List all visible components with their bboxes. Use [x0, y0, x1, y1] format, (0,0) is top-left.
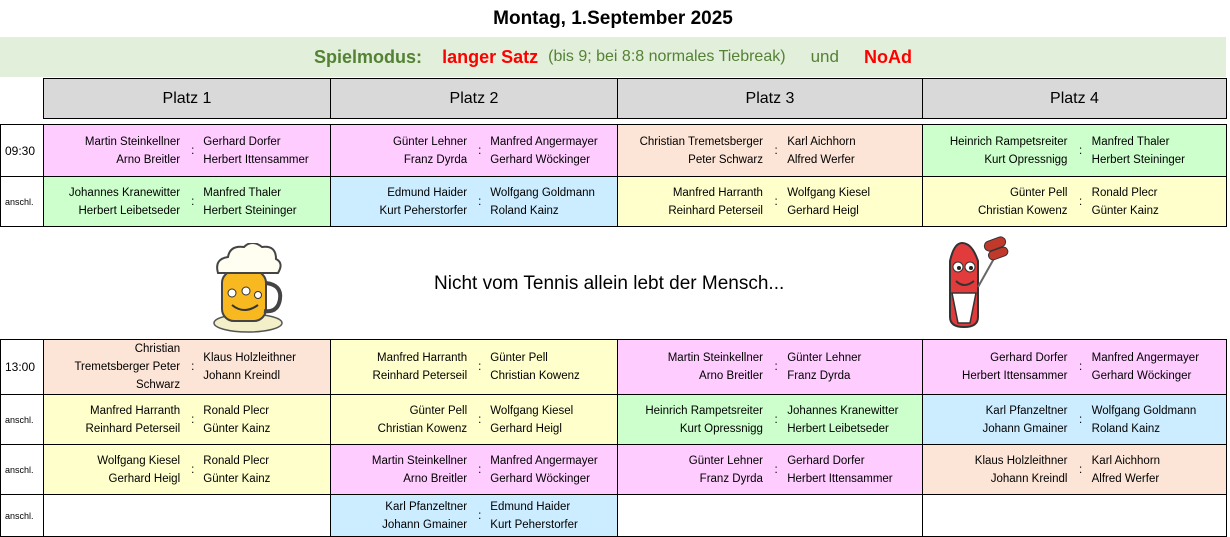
team-b: [488, 349, 617, 385]
player-name: Heinrich Rampetsreiter: [645, 404, 763, 417]
player-name: Ronald Plecr: [203, 454, 270, 467]
match-cell: [618, 445, 923, 495]
player-name: Johann Kreindl: [990, 472, 1068, 485]
match-cell: [618, 177, 923, 227]
player-name: Günter Pell: [409, 404, 468, 417]
player-name: Manfred Angermayer: [1091, 352, 1200, 364]
player-name: Kurt Peherstorfer: [490, 518, 578, 531]
game-mode-banner: [0, 37, 1226, 77]
time-slot-label: anschl.: [1, 445, 44, 495]
team-a: [331, 349, 471, 385]
player-name: Christian Tremetsberger: [639, 135, 763, 148]
team-b: [785, 402, 922, 438]
time-slot-label: 09:30: [1, 125, 44, 177]
team-b: [1090, 402, 1226, 438]
player-name: Manfred Harranth: [90, 404, 181, 417]
player-name: Kurt Opressnigg: [984, 153, 1068, 166]
player-name: Johann Gmainer: [382, 518, 468, 531]
player-name: Günter Lehner: [688, 454, 763, 467]
player-name: Reinhard Peterseil: [372, 370, 468, 382]
versus-separator: :: [478, 463, 482, 476]
player-name: Klaus Holzleithner: [203, 352, 296, 364]
player-name: Schwarz: [136, 379, 181, 391]
player-name: Klaus Holzleithner: [974, 454, 1068, 467]
versus-separator: :: [1078, 463, 1083, 476]
versus-separator: :: [774, 463, 778, 476]
player-name: Christian Kowenz: [490, 370, 580, 382]
team-b: [201, 133, 330, 169]
time-slot-label: 13:00: [1, 340, 44, 395]
team-a: [923, 184, 1071, 220]
team-a: [331, 402, 471, 438]
versus-separator: :: [478, 413, 482, 426]
time-slot-row: [1, 495, 1227, 537]
court-header-3: Platz 3: [618, 79, 923, 119]
team-a: [923, 402, 1071, 438]
versus-separator: :: [478, 509, 482, 522]
player-name: Manfred Harranth: [377, 352, 468, 364]
player-name: Herbert Leibetseder: [787, 422, 889, 435]
player-name: Gerhard Heigl: [490, 422, 562, 435]
match-cell: [331, 177, 618, 227]
match-cell: [923, 125, 1227, 177]
versus-separator: :: [1078, 413, 1083, 426]
team-b: [201, 184, 330, 220]
versus-separator: :: [1078, 195, 1083, 208]
player-name: Martin Steinkellner: [84, 135, 181, 148]
player-name: Arno Breitler: [116, 153, 181, 166]
player-name: Manfred Thaler: [1091, 135, 1170, 148]
player-name: Edmund Haider: [387, 186, 468, 199]
sausage-mascot-icon: [918, 235, 1014, 331]
player-name: Gerhard Heigl: [787, 204, 859, 217]
player-name: Wolfgang Goldmann: [1091, 404, 1197, 417]
player-name: Gerhard Wöckinger: [490, 153, 590, 166]
time-slot-label: anschl.: [1, 177, 44, 227]
time-slot-label: anschl.: [1, 495, 44, 537]
match-cell: [923, 177, 1227, 227]
player-name: Roland Kainz: [1091, 422, 1161, 435]
team-a: [44, 452, 184, 488]
team-b: [785, 133, 922, 169]
match-cell: [44, 395, 331, 445]
header-corner: [1, 79, 44, 119]
team-a: [618, 184, 767, 220]
team-b: [785, 452, 922, 488]
team-b: [1090, 184, 1226, 220]
team-a: [331, 498, 471, 534]
versus-separator: :: [478, 144, 482, 157]
player-name: Christian: [134, 343, 181, 355]
player-name: Johannes Kranewitter: [68, 186, 181, 199]
versus-separator: :: [478, 361, 482, 373]
time-slot-row: [1, 395, 1227, 445]
match-cell: [618, 395, 923, 445]
versus-separator: :: [1078, 361, 1083, 373]
team-b: [785, 349, 922, 385]
court-header-4: Platz 4: [923, 79, 1227, 119]
player-name: Arno Breitler: [403, 472, 468, 485]
court-header-2: Platz 2: [331, 79, 618, 119]
player-name: Ronald Plecr: [1091, 186, 1158, 199]
team-b: [488, 498, 617, 534]
match-cell: [44, 340, 331, 395]
schedule-afternoon: [0, 339, 1227, 537]
match-cell: [923, 395, 1227, 445]
player-name: Gerhard Heigl: [108, 472, 181, 485]
time-slot-row: [1, 445, 1227, 495]
match-cell: [923, 340, 1227, 395]
player-name: Manfred Angermayer: [490, 135, 598, 148]
player-name: Reinhard Peterseil: [668, 204, 763, 217]
player-name: Günter Kainz: [203, 472, 271, 485]
player-name: Gerhard Dorfer: [990, 352, 1068, 364]
team-a: [331, 452, 471, 488]
player-name: Martin Steinkellner: [667, 352, 763, 364]
player-name: Gerhard Dorfer: [203, 135, 281, 148]
player-name: Ronald Plecr: [203, 404, 270, 417]
versus-separator: :: [774, 195, 778, 208]
team-b: [488, 133, 617, 169]
player-name: Tremetsberger Peter: [74, 361, 181, 373]
versus-separator: :: [191, 195, 195, 208]
team-a: [44, 340, 184, 394]
player-name: Kurt Peherstorfer: [379, 204, 468, 217]
player-name: Franz Dyrda: [787, 370, 851, 382]
match-cell: [331, 445, 618, 495]
player-name: Manfred Thaler: [203, 186, 282, 199]
player-name: Heinrich Rampetsreiter: [949, 135, 1068, 148]
player-name: Wolfgang Goldmann: [490, 186, 595, 199]
player-name: Karl Pfanzeltner: [985, 404, 1068, 417]
time-slot-label: anschl.: [1, 395, 44, 445]
team-a: [923, 133, 1071, 169]
player-name: Alfred Werfer: [787, 153, 855, 166]
team-a: [331, 184, 471, 220]
team-a: [923, 452, 1071, 488]
title-text: Montag, 1.September 2025: [493, 7, 733, 29]
player-name: Martin Steinkellner: [371, 454, 468, 467]
player-name: Johann Kreindl: [203, 370, 281, 382]
player-name: Wolfgang Kiesel: [787, 186, 871, 199]
match-cell: [331, 340, 618, 395]
player-name: Johannes Kranewitter: [787, 404, 899, 417]
team-a: [331, 133, 471, 169]
team-b: [201, 452, 330, 488]
player-name: Karl Aichhorn: [1091, 454, 1161, 467]
player-name: Reinhard Peterseil: [85, 422, 181, 435]
mode-and: und: [810, 47, 839, 66]
player-name: Franz Dyrda: [403, 153, 468, 166]
match-cell: [923, 495, 1227, 537]
player-name: Günter Lehner: [392, 135, 468, 148]
page-title: [0, 0, 1226, 37]
versus-separator: :: [191, 463, 195, 476]
player-name: Herbert Ittensammer: [787, 472, 893, 485]
versus-separator: :: [191, 361, 195, 373]
team-a: [618, 133, 767, 169]
versus-separator: :: [191, 413, 195, 426]
player-name: Arno Breitler: [699, 370, 763, 382]
court-header-row: [1, 79, 1227, 119]
player-name: Manfred Angermayer: [490, 454, 598, 467]
player-name: Gerhard Dorfer: [787, 454, 865, 467]
team-a: [618, 452, 767, 488]
mode-set-type: langer Satz: [442, 46, 539, 67]
versus-separator: :: [191, 144, 195, 157]
team-b: [201, 349, 330, 385]
time-slot-row: [1, 177, 1227, 227]
player-name: Wolfgang Kiesel: [490, 404, 574, 417]
team-b: [1090, 452, 1226, 488]
player-name: Gerhard Wöckinger: [1091, 370, 1192, 382]
versus-separator: :: [478, 195, 482, 208]
player-name: Manfred Harranth: [672, 186, 763, 199]
player-name: Roland Kainz: [490, 204, 559, 217]
team-b: [1090, 133, 1226, 169]
match-cell: [331, 125, 618, 177]
team-b: [785, 184, 922, 220]
versus-separator: :: [774, 361, 778, 373]
match-cell: [331, 495, 618, 537]
schedule-morning: [0, 78, 1227, 227]
match-cell: [44, 445, 331, 495]
player-name: Herbert Leibetseder: [78, 204, 181, 217]
player-name: Christian Kowenz: [977, 204, 1068, 217]
match-cell: [618, 125, 923, 177]
team-a: [618, 349, 767, 385]
player-name: Herbert Steininger: [1091, 153, 1185, 166]
player-name: Karl Aichhorn: [787, 135, 856, 148]
beer-mug-icon: [212, 243, 284, 335]
player-name: Günter Kainz: [1091, 204, 1159, 217]
match-cell: [618, 495, 923, 537]
mode-scoring: NoAd: [863, 46, 912, 67]
court-header-1: Platz 1: [44, 79, 331, 119]
food-banner: [0, 229, 1226, 339]
match-cell: [618, 340, 923, 395]
versus-separator: :: [1078, 144, 1083, 157]
player-name: Edmund Haider: [490, 500, 571, 513]
player-name: Peter Schwarz: [688, 153, 763, 166]
match-cell: [44, 125, 331, 177]
team-b: [1090, 349, 1226, 385]
player-name: Karl Pfanzeltner: [385, 500, 468, 513]
player-name: Günter Kainz: [203, 422, 271, 435]
player-name: Herbert Steininger: [203, 204, 297, 217]
player-name: Wolfgang Kiesel: [97, 454, 181, 467]
player-name: Herbert Ittensammer: [203, 153, 309, 166]
team-b: [488, 402, 617, 438]
match-cell: [331, 395, 618, 445]
team-b: [488, 184, 617, 220]
team-a: [44, 133, 184, 169]
team-a: [618, 402, 767, 438]
player-name: Gerhard Wöckinger: [490, 472, 590, 485]
player-name: Franz Dyrda: [699, 472, 763, 485]
slogan-text: Nicht vom Tennis allein lebt der Mensch...: [434, 273, 785, 294]
team-b: [488, 452, 617, 488]
versus-separator: :: [774, 144, 778, 157]
match-cell: [44, 177, 331, 227]
player-name: Johann Gmainer: [982, 422, 1068, 435]
player-name: Christian Kowenz: [377, 422, 468, 435]
time-slot-row: [1, 340, 1227, 395]
team-a: [44, 184, 184, 220]
player-name: Herbert Ittensammer: [962, 370, 1068, 382]
versus-separator: :: [774, 413, 778, 426]
player-name: Kurt Opressnigg: [679, 422, 763, 435]
mode-label: Spielmodus:: [314, 46, 423, 67]
player-name: Alfred Werfer: [1091, 472, 1160, 485]
match-cell: [44, 495, 331, 537]
team-a: [923, 349, 1071, 385]
player-name: Günter Pell: [1009, 186, 1068, 199]
match-cell: [923, 445, 1227, 495]
mode-detail: (bis 9; bei 8:8 normales Tiebreak): [548, 48, 786, 65]
player-name: Günter Lehner: [787, 352, 862, 364]
player-name: Günter Pell: [490, 352, 548, 364]
time-slot-row: [1, 125, 1227, 177]
team-a: [44, 402, 184, 438]
team-b: [201, 402, 330, 438]
